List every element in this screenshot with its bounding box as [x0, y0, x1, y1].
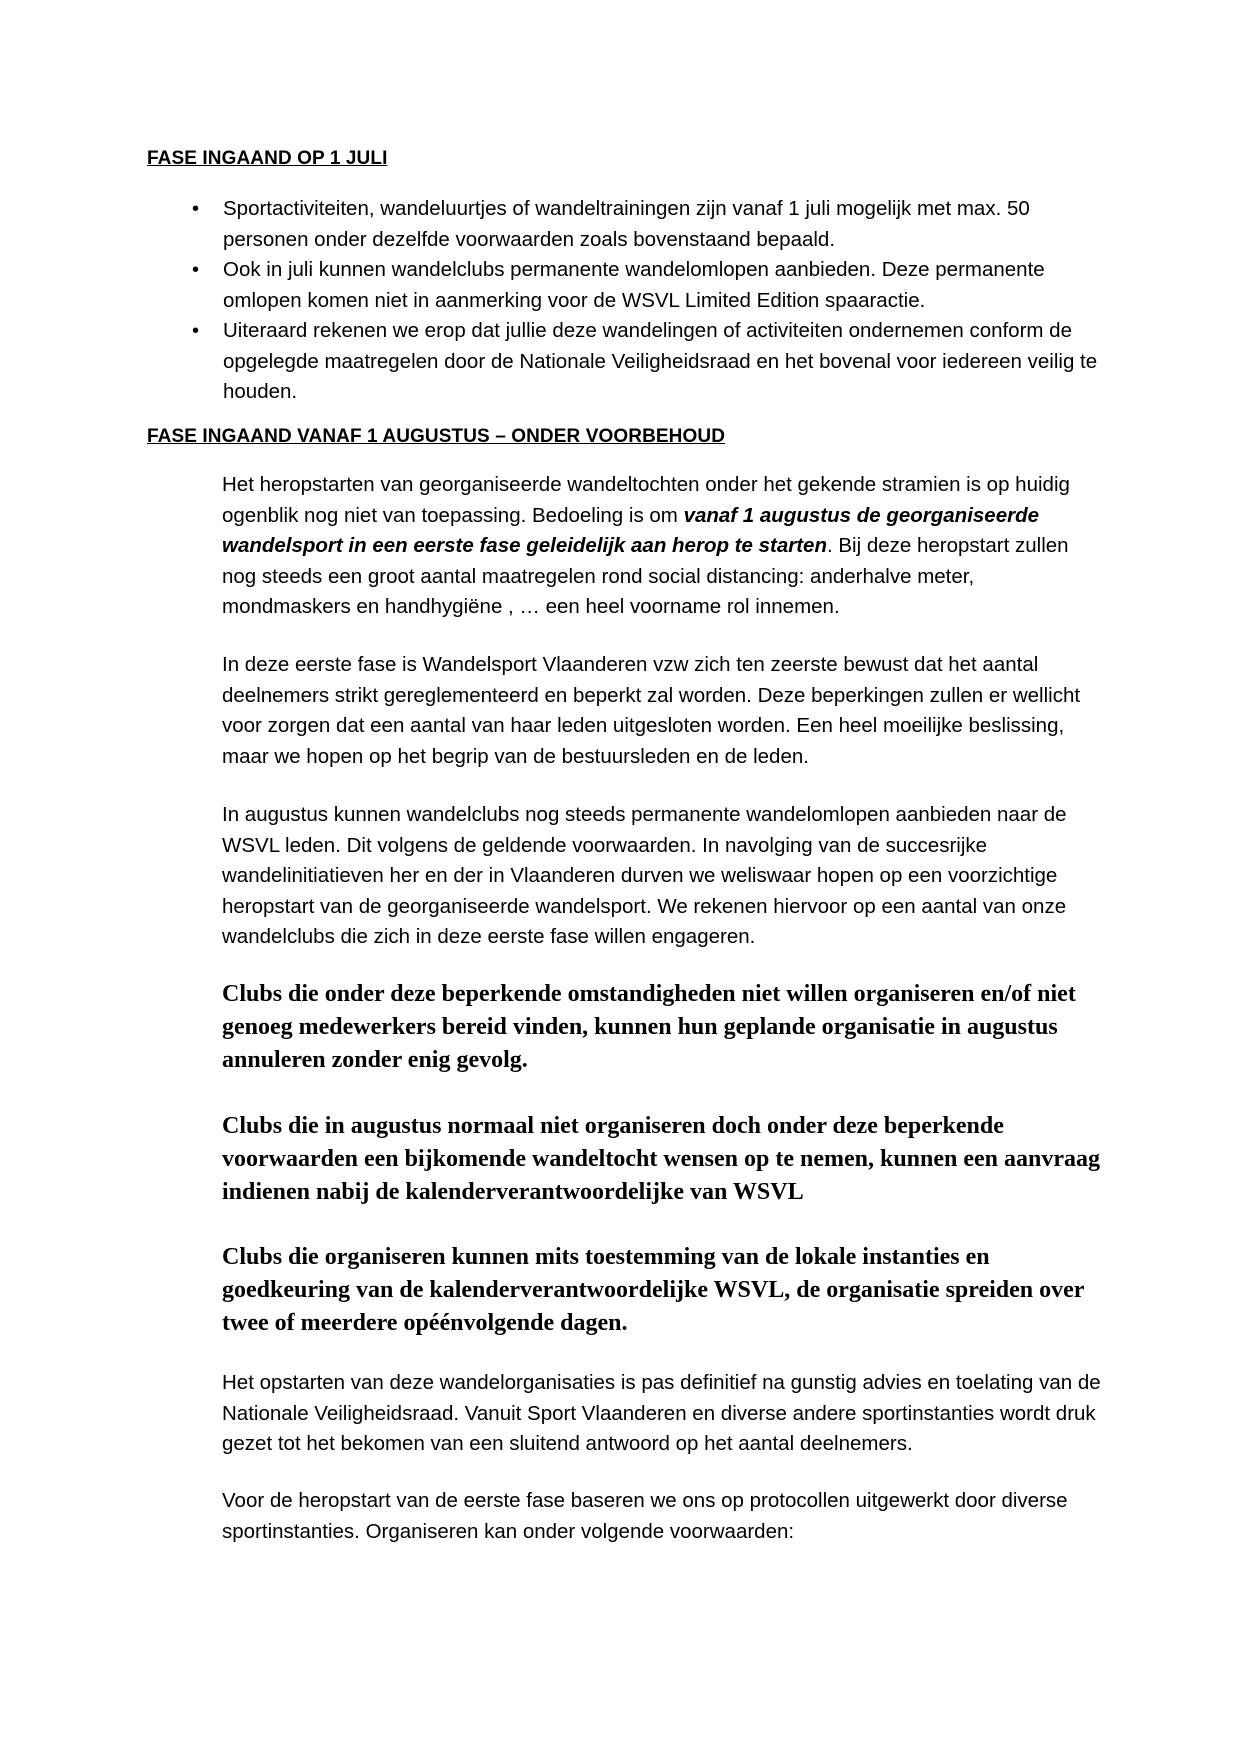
list-item-text: Sportactiviteiten, wandeluurtjes of wandeltrainingen zijn vanaf 1 juli mogelijk met max. 50 personen onder dezelfde voorwaarden zoals bovenstaand bepaald.: [223, 197, 1030, 251]
notice-cancel: Clubs die onder deze beperkende omstandigheden niet willen organiseren en/of niet genoeg medewerkers bereid vinden, kunnen hun geplande organisatie in augustus annuleren zonder enig gevolg.: [222, 981, 1076, 1073]
bullet-list-july: [147, 194, 1107, 408]
paragraph-text: Het heropstarten van georganiseerde wandeltochten onder het gekende stramien is op huidig ogenblik nog niet van toepassing. Bedoeling is om: [222, 473, 1070, 527]
paragraph-text: . Bij deze heropstart zullen nog steeds een groot aantal maatregelen rond social distancing: anderhalve meter, mondmaskers en handhygiëne , … een heel voorname rol innemen.: [222, 534, 1069, 618]
bullet-icon: •: [192, 320, 200, 342]
section-heading-august: FASE INGAAND VANAF 1 AUGUSTUS – ONDER VOORBEHOUD: [147, 426, 726, 447]
paragraph-restart: [222, 470, 1102, 623]
list-item: [147, 194, 1107, 255]
paragraph-first-phase: In deze eerste fase is Wandelsport Vlaanderen vzw zich ten zeerste bewust dat het aantal deelnemers strikt gereglementeerd en beperkt zal worden. Deze beperkingen zullen er wellicht voor zorgen dat een aantal van haar leden uitgesloten worden. Een heel moeilijke beslissing, maar we hopen op het begrip van de bestuursleden en de leden.: [222, 653, 1081, 768]
notice-additional-walk: Clubs die in augustus normaal niet organiseren doch onder deze beperkende voorwaarden een bijkomende wandeltocht wensen op te nemen, kunnen een aanvraag indienen nabij de kalenderverantwoordelijke van WSVL: [222, 1113, 1101, 1205]
paragraph-definitive-advice: Het opstarten van deze wandelorganisaties is pas definitief na gunstig advies en toelating van de Nationale Veiligheidsraad. Vanuit Sport Vlaanderen en diverse andere sportinstanties wordt druk gezet tot het bekomen van een sluitend antwoord op het aantal deelnemers.: [222, 1371, 1101, 1455]
emphasis-text: vanaf 1 augustus de georganiseerde wandelsport in een eerste fase geleidelijk aan herop te starten: [222, 503, 1040, 557]
list-item: [147, 255, 1107, 316]
bullet-icon: •: [192, 259, 200, 281]
section-heading-july: FASE INGAAND OP 1 JULI: [147, 148, 388, 169]
notice-spread-days: Clubs die organiseren kunnen mits toestemming van de lokale instanties en goedkeuring van de kalenderverantwoordelijke WSVL, de organisatie spreiden over twee of meerdere opéénvolgende dagen.: [222, 1244, 1085, 1336]
paragraph-august-permanent: In augustus kunnen wandelclubs nog steeds permanente wandelomlopen aanbieden naar de WSVL leden. Dit volgens de geldende voorwaarden. In navolging van de succesrijke wandelinitiatieven her en der in Vlaanderen durven we weliswaar hopen op een voorzichtige heropstart van de georganiseerde wandelsport. We rekenen hiervoor op een aantal van onze wandelclubs die zich in deze eerste fase willen engageren.: [222, 803, 1067, 948]
list-item: [147, 316, 1107, 408]
list-item-text: Uiteraard rekenen we erop dat jullie deze wandelingen of activiteiten ondernemen conform de opgelegde maatregelen door de Nationale Veiligheidsraad en het bovenal voor iedereen veilig te houden.: [223, 319, 1098, 403]
list-item-text: Ook in juli kunnen wandelclubs permanente wandelomlopen aanbieden. Deze permanente omlopen komen niet in aanmerking voor de WSVL Limited Edition spaaractie.: [223, 258, 1045, 312]
bullet-icon: •: [192, 198, 200, 220]
paragraph-protocols: Voor de heropstart van de eerste fase baseren we ons op protocollen uitgewerkt door diverse sportinstanties. Organiseren kan onder volgende voorwaarden:: [222, 1489, 1068, 1543]
